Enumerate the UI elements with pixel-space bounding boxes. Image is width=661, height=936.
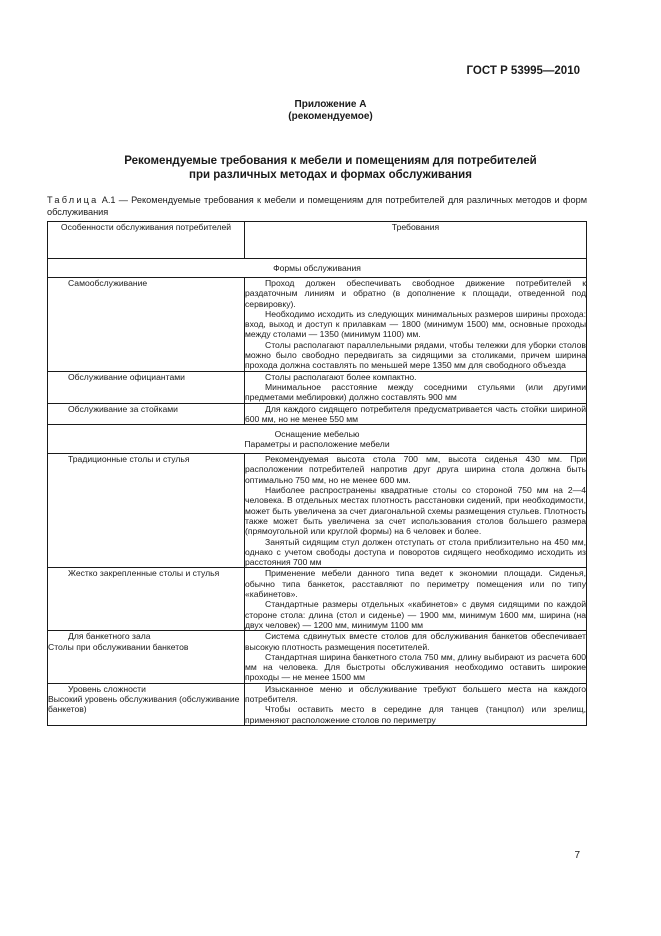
feature-text: Для банкетного зала: [68, 631, 151, 642]
feature-text: Обслуживание официантами: [68, 371, 185, 382]
title-line-2: при различных методах и формах обслуживания: [189, 169, 472, 181]
table-caption-text: А.1 — Рекомендуемые требования к мебели и помещениям для потребителей для различных методов и форм обслуживания: [47, 195, 588, 217]
table-caption-label: Таблица: [47, 195, 99, 205]
feature-text: Высокий уровень обслуживания (обслуживание банкетов): [48, 693, 240, 715]
section-heading: [48, 259, 587, 278]
feature-text: Жестко закрепленные столы и стулья: [68, 568, 220, 579]
section-row: [48, 425, 587, 454]
feature-cell: [48, 278, 245, 372]
requirements-cell: [245, 568, 587, 631]
table-row: [48, 371, 587, 403]
feature-cell: [48, 371, 245, 403]
requirements-cell: [245, 454, 587, 568]
requirement-paragraph: Наиболее распространены квадратные столы со стороной 750 мм на 2—4 человека. В отдельных местах плотность расстановки сидений, при необходимости, может быть увеличена за счет диагональной схемы размещения стульев. Плотность также может быть увеличена за счет использования столов большего размера (прямоугольной или круглой формы) на 6 человек и более.: [245, 485, 586, 537]
requirement-paragraph: Стандартная ширина банкетного стола 750 мм, длину выбирают из расчета 600 мм на человека. Для быстроты обслуживания необходимо оставить широкие проходы — не менее 1500 мм: [245, 651, 586, 683]
section-heading-line: Оснащение мебелью: [274, 429, 360, 440]
page-title: [0, 154, 661, 182]
page-number: 7: [574, 850, 580, 861]
requirements-cell: [245, 631, 587, 683]
document-standard-number: ГОСТ Р 53995—2010: [466, 65, 580, 77]
feature-cell: [48, 403, 245, 425]
requirement-paragraph: Проход должен обеспечивать свободное движение потребителей к раздаточным линиям и обратно (в дополнение к площади, отведенной под сервировку).: [245, 278, 586, 309]
feature-text: Традиционные столы и стулья: [68, 454, 190, 465]
header-features: Особенности обслуживания потребителей: [48, 222, 245, 259]
feature-text: Столы при обслуживании банкетов: [48, 641, 189, 652]
requirement-paragraph: Занятый сидящим стул должен отступать от стола приблизительно на 450 мм, однако с учетом свободы доступа и поворотов сидящего необходимо исходить из расстояния 700 мм: [245, 536, 586, 568]
appendix-type: (рекомендуемое): [288, 111, 373, 122]
section-heading-line: Параметры и расположение мебели: [244, 439, 390, 450]
requirement-paragraph: Изысканное меню и обслуживание требуют большего места на каждого потребителя.: [245, 683, 586, 704]
table-header-row: [48, 222, 587, 259]
table-row: [48, 683, 587, 725]
feature-cell: [48, 568, 245, 631]
title-line-1: Рекомендуемые требования к мебели и помещениям для потребителей: [124, 155, 537, 167]
section-row: [48, 259, 587, 278]
requirements-cell: [245, 371, 587, 403]
requirements-table: [47, 221, 587, 726]
requirement-paragraph: Для каждого сидящего потребителя предусматривается часть стойки шириной 600 мм, но не менее 550 мм: [245, 403, 586, 424]
feature-text: Обслуживание за стойками: [68, 403, 178, 414]
requirements-cell: [245, 403, 587, 425]
appendix-label: Приложение А: [294, 99, 367, 110]
requirements-cell: [245, 683, 587, 725]
requirements-cell: [245, 278, 587, 372]
table-body: [48, 259, 587, 726]
requirement-paragraph: Рекомендуемая высота стола 700 мм, высота сиденья 430 мм. При расположении потребителей напротив друг друга ширина стола должна быть оптимально 750 мм, но не менее 600 мм.: [245, 454, 586, 485]
requirement-paragraph: Применение мебели данного типа ведет к экономии площади. Сиденья, обычно типа банкеток, расставляют по периметру помещения или по типу «кабинетов».: [245, 568, 586, 600]
section-heading: [48, 425, 587, 454]
requirement-paragraph: Минимальное расстояние между соседними стульями (или другими предметами меблировки) должно составлять 900 мм: [245, 381, 586, 403]
requirement-paragraph: Необходимо исходить из следующих минимальных размеров ширины прохода: вход, выход и доступ к прилавкам — 1800 (минимум 1500) мм, основные проходы между столами — 1350 (минимум 1100) мм.: [245, 308, 586, 340]
feature-cell: [48, 631, 245, 683]
requirement-paragraph: Стандартные размеры отдельных «кабинетов» с двумя сидящими по каждой стороне стола: длина (стол и сиденье) — 1900 мм, минимум 1600 мм, ширина (на двух человек) — 1200 мм, минимум 1100 мм: [245, 599, 586, 630]
section-heading-line: Формы обслуживания: [273, 263, 361, 273]
table-row: [48, 454, 587, 568]
requirement-paragraph: Столы располагают более компактно.: [265, 371, 417, 382]
feature-text: Самообслуживание: [68, 278, 148, 288]
requirement-paragraph: Столы располагают параллельными рядами, чтобы тележки для уборки столов можно было свободно передвигать за сидящими за столиками, причем ширина прохода должна составлять по меньшей мере 1350 мм для свободного объезда: [245, 339, 586, 371]
table-row: [48, 568, 587, 631]
requirement-paragraph: Система сдвинутых вместе столов для обслуживания банкетов обеспечивает высокую плотность размещения посетителей.: [245, 631, 586, 652]
feature-text: Уровень сложности: [68, 683, 146, 694]
table-row: [48, 278, 587, 372]
header-requirements: Требования: [245, 222, 587, 259]
feature-cell: [48, 454, 245, 568]
feature-cell: [48, 683, 245, 725]
table-caption: [47, 195, 587, 218]
table-row: [48, 403, 587, 425]
table-row: [48, 631, 587, 683]
requirement-paragraph: Чтобы оставить место в середине для танцев (танцпол) или зрелищ, применяют расположение столов по периметру: [245, 704, 586, 725]
